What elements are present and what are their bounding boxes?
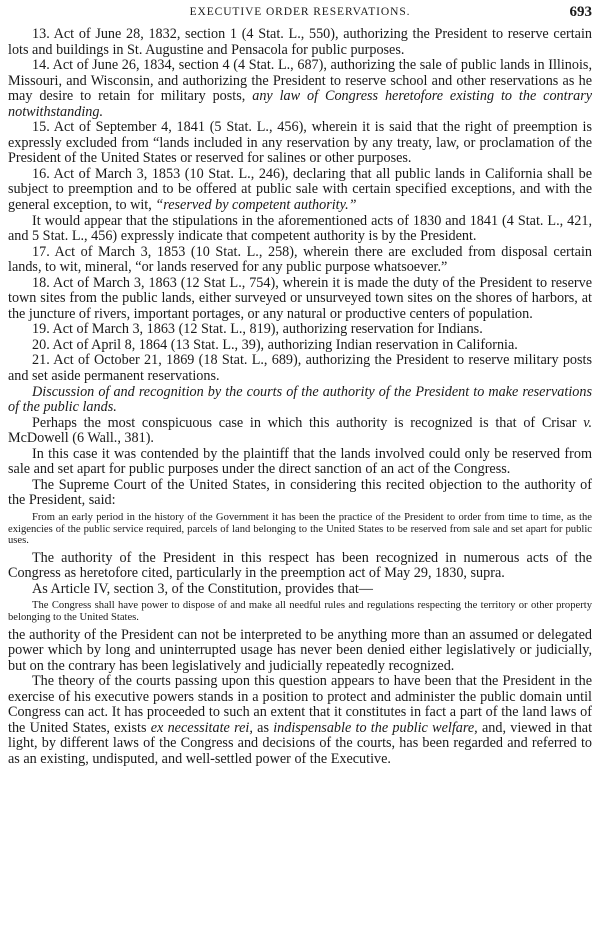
paragraph-perhaps-text-b: McDowell (6 Wall., 381). — [8, 430, 154, 447]
paragraph-article-text: As Article IV, section 3, of the Constitution, provides that— — [32, 580, 373, 597]
paragraph-15-text: 15. Act of September 4, 1841 (5 Stat. L., 456), wherein it is said that the right of preemption is expressly excluded from “lands included in any reservation by any treaty, law, or proclamation of the President of the United States or reserved for salines or other purposes. — [8, 119, 592, 167]
paragraph-contended — [8, 447, 592, 478]
paragraph-14-italic: any law of Congress heretofore existing to the contrary notwithstanding. — [8, 88, 593, 120]
paragraph-theory-text-b: and, viewed in that light, by different laws of the Congress and decisions of the courts, has been regarded and referred to as an existing, undisputed, and well-settled power of the Executive. — [8, 719, 593, 767]
paragraph-contended-text: In this case it was contended by the plaintiff that the lands involved could only be reserved from sale and set apart for public purposes under the direct sanction of an act of the Congress. — [8, 445, 592, 478]
paragraph-theory-text-mid: as — [257, 719, 269, 736]
paragraph-article — [8, 582, 592, 598]
paragraph-21 — [8, 353, 592, 384]
discussion-heading: Discussion of and recognition by the courts of the authority of the President to make reservations of the public lands. — [8, 383, 592, 416]
paragraph-13 — [8, 27, 592, 58]
paragraph-recognized — [8, 551, 592, 582]
paragraph-13-text: 13. Act of June 28, 1832, section 1 (4 Stat. L., 550), authorizing the President to reserve certain lots and buildings in St. Augustine and Pensacola for public purposes. — [8, 26, 592, 58]
paragraph-20-text: 20. Act of April 8, 1864 (13 Stat. L., 39), authorizing Indian reservation in California. — [32, 336, 518, 353]
paragraph-19 — [8, 322, 592, 338]
paragraph-appear-text: It would appear that the stipulations in the aforementioned acts of 1830 and 1841 (4 Stat. L., 421, and 5 Stat. L., 456) expressly indicate that competent authority is by the President. — [8, 212, 592, 245]
page-header — [0, 4, 600, 26]
paragraph-appear — [8, 214, 592, 245]
block-quote-court: From an early period in the history of the Government it has been the practice of the President to order from time to time, as the exigencies of the public service required, parcels of land belonging to the United States to be reserved from sale and set apart for public uses. — [8, 511, 592, 547]
paragraph-supreme-text: The Supreme Court of the United States, in considering this recited objection to the authority of the President, said: — [8, 476, 592, 509]
paragraph-17 — [8, 245, 592, 276]
paragraph-theory-latin: ex necessitate rei, — [150, 719, 253, 736]
paragraph-perhaps-versus: v. — [583, 414, 593, 431]
paragraph-15 — [8, 120, 592, 167]
paragraph-perhaps — [8, 416, 592, 447]
paragraph-theory — [8, 674, 592, 767]
paragraph-19-text: 19. Act of March 3, 1863 (12 Stat. L., 819), authorizing reservation for Indians. — [32, 321, 483, 338]
paragraph-14-text: 14. Act of June 26, 1834, section 4 (4 Stat. L., 687), authorizing the sale of public lands in Illinois, Missouri, and Wisconsin, and authorizing the President to reserve school and other reservations as he may desire to retain for military posts, — [8, 57, 592, 105]
paragraph-theory-italic: indispensable to the public welfare, — [273, 719, 478, 736]
paragraph-authority-text: the authority of the President can not be interpreted to be anything more than an assumed or delegated power which by long and uninterrupted usage has never been denied either legislatively or judicially, but on the contrary has been legislatively and judicially repeatedly recognized. — [8, 626, 592, 674]
paragraph-20 — [8, 338, 592, 354]
paragraph-perhaps-text-a: Perhaps the most conspicuous case in which this authority is recognized is that of Crisar — [32, 414, 577, 431]
paragraph-14 — [8, 58, 592, 120]
paragraph-18 — [8, 276, 592, 323]
page-number: 693 — [569, 4, 592, 20]
block-quote-constitution: The Congress shall have power to dispose of and make all needful rules and regulations respecting the territory or other property belonging to the United States. — [8, 600, 592, 623]
paragraph-17-text: 17. Act of March 3, 1853 (10 Stat. L., 258), wherein there are excluded from disposal certain lands, to wit, mineral, “or lands reserved for any public purpose whatsoever.” — [8, 243, 592, 276]
running-head: EXECUTIVE ORDER RESERVATIONS. — [189, 6, 411, 18]
paragraph-16-italic: “reserved by competent authority.” — [155, 197, 357, 214]
paragraph-16 — [8, 167, 592, 214]
paragraph-21-text: 21. Act of October 21, 1869 (18 Stat. L., 689), authorizing the President to reserve military posts and set aside permanent reservations. — [8, 352, 592, 385]
paragraph-18-text: 18. Act of March 3, 1863 (12 Stat L., 754), wherein it is made the duty of the President to reserve town sites from the public lands, either surveyed or unsurveyed town sites on the shores of harbors, at the juncture of rivers, important portages, or any natural or productive centers of population. — [8, 274, 592, 322]
paragraph-authority — [8, 628, 592, 675]
paragraph-theory-text-a: The theory of the courts passing upon this question appears to have been that the President in the exercise of his executive powers stands in a position to protect and administer the public domain until Congress can act. It has proceeded to such an extent that it constitutes in fact a part of the land laws of the United States, exists — [8, 673, 592, 736]
page-body — [8, 27, 592, 767]
paragraph-recognized-text: The authority of the President in this respect has been recognized in numerous acts of the Congress as heretofore cited, particularly in the preemption act of May 29, 1830, supra. — [8, 549, 592, 582]
paragraph-supreme — [8, 478, 592, 509]
paragraph-16-text: 16. Act of March 3, 1853 (10 Stat. L., 246), declaring that all public lands in California shall be subject to preemption and to be offered at public sale with certain specified exceptions, and with the general exception, to wit, — [8, 165, 592, 214]
